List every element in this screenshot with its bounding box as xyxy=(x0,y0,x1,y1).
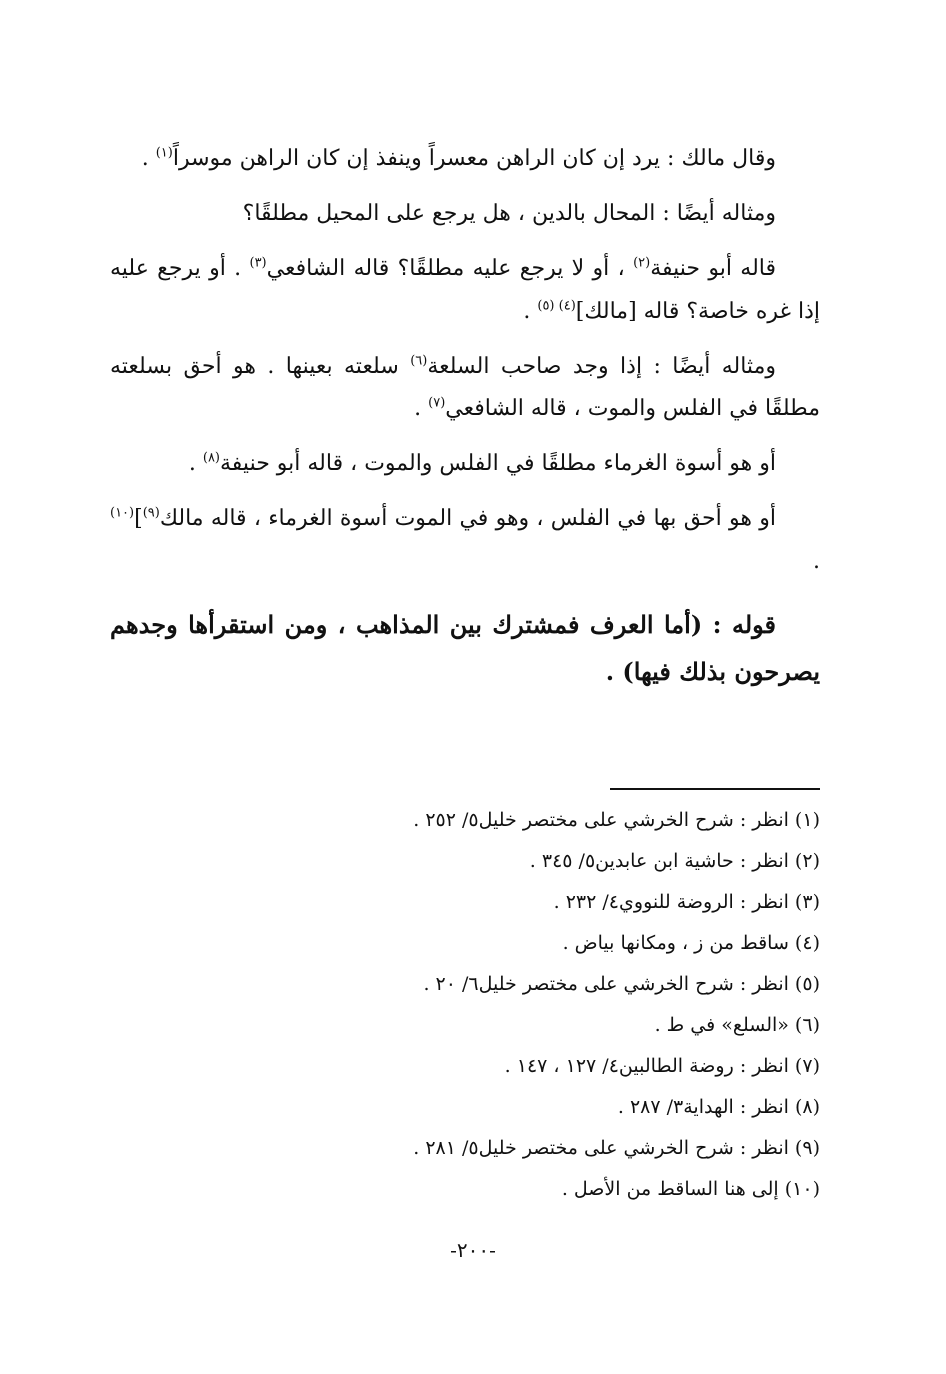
footnote-ref-8[interactable]: (٨) xyxy=(202,451,220,467)
footnote-9: (٩) انظر : شرح الخرشي على مختصر خليل٥/ ٢٨١ . xyxy=(413,1137,820,1159)
footnote-5: (٥) انظر : شرح الخرشي على مختصر خليل٦/ ٢٠ . xyxy=(423,973,820,995)
paragraph-2: ومثاله أيضًا : المحال بالدين ، هل يرجع على المحيل مطلقًا؟ xyxy=(242,200,776,226)
footnote-ref-4-5[interactable]: (٤) (٥) xyxy=(537,298,576,314)
footnote-7: (٧) انظر : روضة الطالبين٤/ ١٢٧ ، ١٤٧ . xyxy=(504,1055,820,1077)
footnote-4: (٤) ساقط من ز ، ومكانها بياض . xyxy=(562,932,820,954)
footnote-3: (٣) انظر : الروضة للنووي٤/ ٢٣٢ . xyxy=(553,891,820,913)
paragraph-3: قاله أبو حنيفة$^{(٢)}$ ، أو لا يرجع عليه مطلقًا؟ قاله الشافعي$^{(٣)}$ . أو يرجع عليه إذا غره خاصة؟ قاله [مالك]$^{(٤) (٥)}$ . xyxy=(110,255,820,324)
paragraph-1: وقال مالك : يرد إن كان الراهن معسراً وينفذ إن كان الراهن موسراً$^{(١)}$ . xyxy=(141,145,776,171)
footnote-ref-1[interactable]: (١) xyxy=(155,145,173,161)
footnote-separator xyxy=(610,788,820,790)
quoted-statement: قوله : (أما العرف فمشترك بين المذاهب ، ومن استقرأها وجدهم يصرحون بذلك فيها) . xyxy=(110,610,820,686)
footnote-ref-10[interactable]: (١٠) xyxy=(110,505,135,521)
footnote-10: (١٠) إلى هنا الساقط من الأصل . xyxy=(561,1178,820,1200)
footnote-1: (١) انظر : شرح الخرشي على مختصر خليل٥/ ٢٥٢ . xyxy=(413,809,820,831)
footnote-8: (٨) انظر : الهداية٣/ ٢٨٧ . xyxy=(617,1096,820,1118)
paragraph-6: أو هو أحق بها في الفلس ، وهو في الموت أسوة الغرماء ، قاله مالك$^{(٩)}$]$^{(١٠)}$ . xyxy=(110,505,820,575)
footnote-6: (٦) «السلع» في ط . xyxy=(654,1014,820,1036)
paragraph-4: ومثاله أيضًا : إذا وجد صاحب السلعة$^{(٦)}$ سلعته بعينها . هو أحق بسلعته مطلقًا في الفلس والموت ، قاله الشافعي$^{(٧)}$ . xyxy=(110,353,820,422)
footnote-2: (٢) انظر : حاشية ابن عابدين٥/ ٣٤٥ . xyxy=(529,850,820,872)
main-text xyxy=(110,138,820,708)
footnote-ref-6[interactable]: (٦) xyxy=(410,353,428,369)
footnote-ref-2[interactable]: (٢) xyxy=(633,255,651,271)
page-number: -٢٠٠- xyxy=(450,1238,496,1262)
footnote-ref-9[interactable]: (٩) xyxy=(142,505,160,521)
paragraph-5: أو هو أسوة الغرماء مطلقًا في الفلس والموت ، قاله أبو حنيفة$^{(٨)}$ . xyxy=(188,451,776,477)
footnotes xyxy=(110,800,820,1210)
footnote-ref-3[interactable]: (٣) xyxy=(249,255,267,271)
footnote-ref-7[interactable]: (٧) xyxy=(428,396,446,412)
